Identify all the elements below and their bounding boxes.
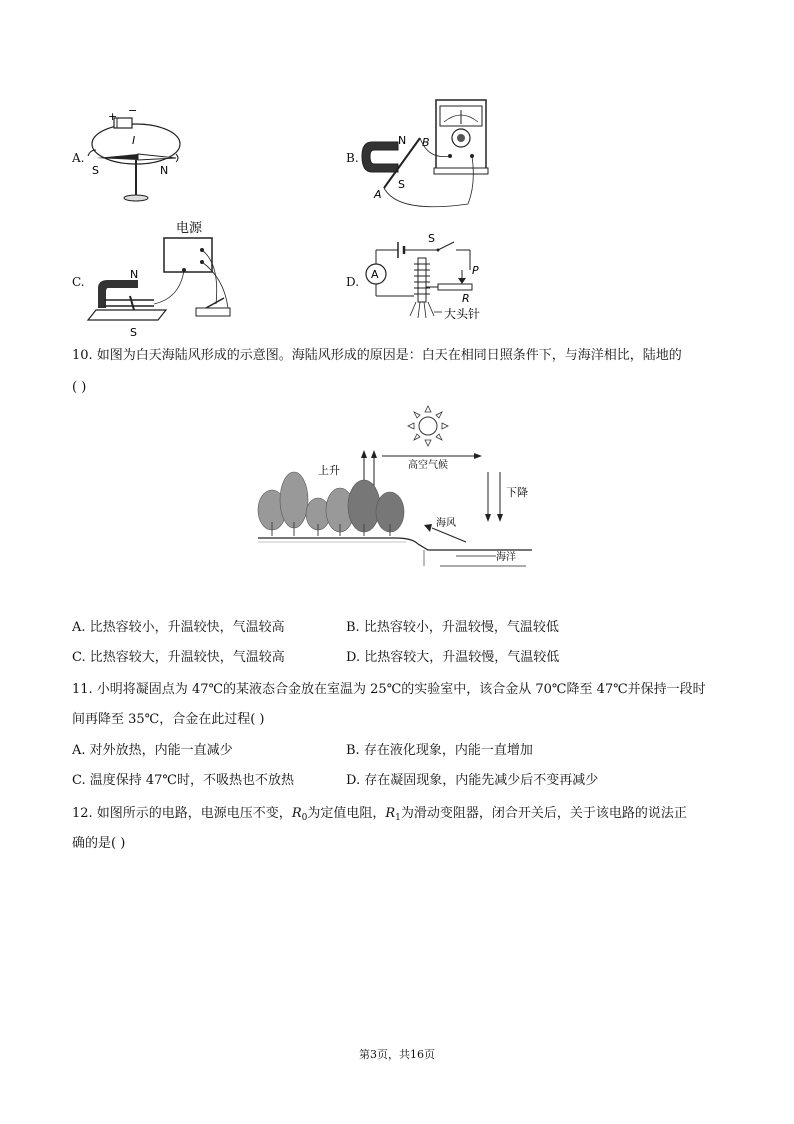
- q10-option-b: B. 比热容较小，升温较慢，气温较低: [346, 620, 559, 635]
- plus-sign: +: [108, 110, 118, 123]
- s-pole-label: S: [398, 178, 405, 191]
- figure-10-sea-breeze: [256, 402, 532, 572]
- n-pole-label: N: [160, 164, 169, 177]
- s-pole-label: S: [130, 326, 137, 339]
- option-a-label: A.: [72, 151, 85, 165]
- power-supply-label: 电源: [176, 221, 203, 236]
- ammeter-label: A: [371, 268, 379, 281]
- q11-stem-line1: 11. 小明将凝固点为 47℃的某液态合金放在室温为 25℃的实验室中，该合金从 70℃降至 47℃并保持一段时: [72, 682, 706, 697]
- current-label: I: [132, 134, 136, 147]
- figure-9d-electromagnet-circuit: [358, 230, 494, 326]
- slider-p-label: P: [472, 264, 479, 277]
- option-c-label: C.: [72, 275, 85, 289]
- q11-option-d: D. 存在凝固现象，内能先减少后不变再减少: [346, 773, 599, 788]
- q10-option-c: C. 比热容较大，升温较快，气温较高: [72, 650, 285, 665]
- n-pole-label: N: [130, 268, 139, 281]
- sink-label: 下降: [506, 486, 528, 499]
- end-a-label: A: [374, 188, 382, 201]
- q10-option-a: A. 比热容较小，升温较快，气温较高: [72, 620, 285, 635]
- q12-stem-line1: 12. 如图所示的电路，电源电压不变，$R_0$为定值电阻，$R_1$为滑动变阻器，闭合开关后，关于该电路的说法正: [72, 806, 687, 823]
- figure-9c-motor-setup: [84, 218, 240, 342]
- q10-stem-line1: 10. 如图为白天海陆风形成的示意图。海陆风形成的原因是：白天在相同日照条件下，与海洋相比，陆地的: [72, 348, 682, 363]
- n-pole-label: N: [398, 134, 407, 147]
- sea-wind-label: 海风: [436, 518, 456, 529]
- q10-option-d: D. 比热容较大，升温较慢，气温较低: [346, 650, 560, 665]
- ocean-label: 海洋: [496, 552, 516, 563]
- rise-label: 上升: [318, 464, 340, 477]
- q11-option-c: C. 温度保持 47℃时，不吸热也不放热: [72, 773, 294, 788]
- sun-icon: [408, 406, 448, 446]
- resistor-r-label: R: [462, 292, 470, 305]
- s-pole-label: S: [92, 164, 99, 177]
- option-d-label: D.: [346, 275, 360, 289]
- switch-s-label: S: [428, 232, 435, 245]
- q12-stem-line2: 确的是( ): [72, 836, 126, 851]
- option-b-label: B.: [346, 151, 359, 165]
- upper-air-label: 高空气候: [408, 460, 448, 471]
- q11-option-a: A. 对外放热，内能一直减少: [72, 743, 233, 758]
- figure-9a-current-needle: [84, 104, 194, 208]
- figure-9b-galvanometer: [358, 94, 494, 212]
- pin-label: 大头针: [444, 307, 481, 321]
- minus-sign: −: [128, 104, 138, 117]
- q11-option-b: B. 存在液化现象，内能一直增加: [346, 743, 533, 758]
- q11-stem-line2: 间再降至 35℃，合金在此过程( ): [72, 712, 265, 727]
- page-footer: 第3页，共16页: [359, 1048, 435, 1061]
- q10-stem-line2: ( ): [72, 380, 87, 395]
- end-b-label: B: [422, 136, 430, 149]
